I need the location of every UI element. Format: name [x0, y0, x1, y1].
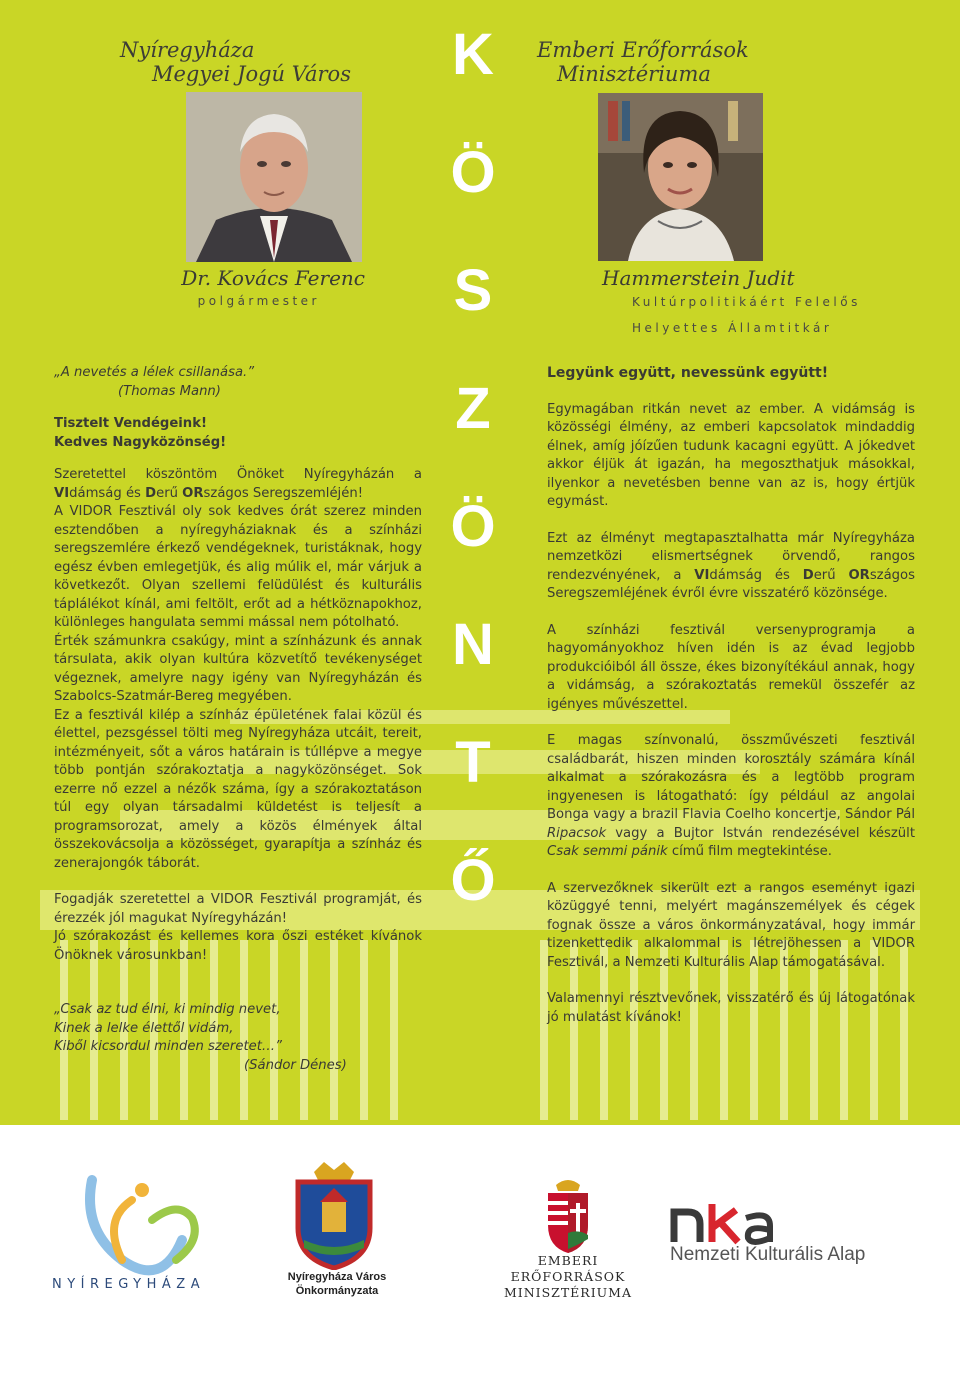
city-line-1: Nyíregyháza	[120, 38, 255, 62]
poem-line-3: Kiből kicsordul minden szeretet…”	[54, 1039, 282, 1054]
film-title-ripacsok: Ripacsok	[547, 825, 607, 841]
opening-quote-author: (Thomas Mann)	[118, 383, 221, 399]
ministry-logo-line-2: MINISZTÉRIUMA	[503, 1285, 633, 1300]
title-letter: Z	[455, 376, 491, 441]
title-letter: Ő	[450, 848, 496, 913]
mayor-paragraph-3: Érték számunkra csakúgy, mint a színházunk és annak társulata, akik olyan kultúra közvetítő tevékenységet végeznek, amelyre nagy igény van Nyíregyházán és Szabolcs-Szatmár-Bereg megyében.	[54, 633, 422, 704]
nka-logo	[670, 1200, 780, 1246]
letter-heading: Legyünk együtt, nevessünk együtt!	[547, 365, 829, 381]
state-secretary-role-line-2: Helyettes Államtitkár	[632, 321, 833, 335]
vidor-letter-or: OR	[182, 485, 204, 501]
text-run: dámság és	[69, 485, 146, 501]
vidor-letter-d: D	[802, 567, 814, 583]
city-council-text	[282, 1270, 392, 1298]
secretary-paragraph-2	[547, 530, 915, 604]
opening-quote-text: „A nevetés a lélek csillanása.”	[54, 365, 255, 380]
crest-line-2: Önkormányzata	[295, 1285, 379, 1297]
ministry-line-2: Minisztériuma	[557, 62, 711, 86]
text-run: Szeretettel köszöntöm Önöket Nyíregyházán a	[54, 467, 422, 482]
poem-line-2: Kinek a lelke élettől vidám,	[54, 1020, 234, 1036]
koszonto-vertical-title	[436, 20, 510, 964]
text-run: dámság és	[709, 567, 803, 583]
city-heading	[120, 38, 380, 86]
state-secretary-name: Hammerstein Judit	[602, 266, 795, 290]
ministry-line-1: Emberi Erőforrások	[537, 38, 749, 62]
poem-line-1: „Csak az tud élni, ki mindig nevet,	[54, 1002, 281, 1017]
film-title-csak-semmi-panik: Csak semmi pánik	[547, 844, 668, 859]
vidor-letter-or: OR	[848, 567, 870, 583]
vidor-letter-vi: VI	[694, 567, 710, 583]
mayor-name: Dr. Kovács Ferenc	[181, 266, 365, 290]
state-secretary-portrait	[598, 93, 763, 261]
mayor-letter	[54, 364, 422, 1075]
opening-quote	[54, 364, 422, 401]
mayor-paragraph-2: A VIDOR Fesztivál oly sok kedves órát szerez minden esztendőben a nyíregyháziaknak és a színházi seregszemlére érkező vendégeknek, turistáknak, hogy egész évben emlegetjük, és alig múlik el, már várjuk a következőt. Olyan szellemi felüdülést és kulturális táplálékot kínál, ami feltölt, erőt ad a hétköznapokhoz, különleges hangulata semmi mással nem pótolható.	[54, 504, 422, 630]
crest-line-1: Nyíregyháza Város	[287, 1271, 387, 1283]
greeting-line-1: Tisztelt Vendégeink!	[54, 416, 207, 431]
text-run: Ezt az élményt megtapasztalhatta már Nyíregyháza nemzetközi elismertségnek örvendő, rangos rendezvényének, a	[547, 530, 915, 583]
state-secretary-role-line-1: Kultúrpolitikáért Felelős	[632, 295, 861, 309]
mayor-portrait	[186, 92, 362, 262]
text-run: E magas színvonalú, összművészeti fesztivál családbarát, hiszen minden korosztály számára kínál alkalmat a szórakozásra és a legtöbb program ingyenesen is látogatható: így például az angolai Bonga vagy a brazil Flavia Coelho koncertje, Sándor Pál	[547, 733, 915, 822]
city-line-2: Megyei Jogú Város	[152, 62, 351, 86]
text-run: című film megtekintése.	[667, 844, 832, 859]
text-run: szágos Seregszemléjének évről évre visszatérő közönsége.	[547, 567, 915, 601]
nka-logo-text: Nemzeti Kulturális Alap	[670, 1244, 866, 1265]
secretary-paragraph-6: Valamennyi résztvevőnek, visszatérő és új látogatónak jó mulatást kívánok!	[547, 991, 915, 1025]
nka-mark-text: nka	[670, 1200, 672, 1201]
title-letter: K	[452, 22, 494, 87]
mayor-role: polgármester	[197, 294, 320, 308]
title-letter: S	[453, 258, 493, 323]
text-run: vagy a Bujtor István rendezésével készült	[606, 825, 915, 841]
ministry-heading	[537, 38, 857, 86]
title-letter: Ö	[450, 140, 496, 205]
greeting-line-2: Kedves Nagyközönség!	[54, 434, 227, 450]
secretary-paragraph-3: A színházi fesztivál versenyprogramja a hagyományokhoz híven idén is az évad legjobb produkcióiból áll össze, ékes bizonyítékául annak, hogy a vidámság, a szórakoztatás remekül összefér az igényes művészettel.	[547, 622, 915, 712]
mayor-paragraph-4: Ez a fesztivál kilép a színház épületének falai közül és élettel, pezsgéssel tölti meg Nyíregyháza utcáit, tereit, intézményeit, sőt a város határain is túllépve a megye több pontján szórakoztatja a nagyközönséget. Sok ezerre nő ezzel a nézők száma, így a szórakoztatáson túl egy olyan társadalmi küldetést is teljesít a programsorozat, amely a közös élmények által összekovácsolja a közösséget, gyarapítja a színház és zenerajongók táborát.	[54, 707, 422, 871]
secretary-paragraph-5: A szervezőknek sikerült ezt a rangos eseményt igazi közüggyé tenni, melyért magánszemélyek és cégek fognak össze a város önkormányzatával, hogy immár tizenkettedik alkalommal is létrejöhessen a VIDOR Fesztivál, a Nemzeti Kulturális Alap támogatásával.	[547, 880, 915, 970]
vidor-letter-d: D	[145, 485, 157, 501]
mayor-paragraph-1	[54, 466, 422, 503]
title-letter: N	[452, 612, 494, 677]
mayor-paragraph-6: Jó szórakozást és kellemes kora őszi estéket kívánok Önöknek városunkban!	[54, 929, 422, 963]
text-run: szágos Seregszemléjén!	[203, 485, 363, 501]
secretary-paragraph-4	[547, 732, 915, 862]
poem-author: (Sándor Dénes)	[244, 1057, 347, 1073]
text-run: erű	[813, 567, 849, 583]
title-letter: Ö	[450, 494, 496, 559]
ministry-logo-text	[478, 1253, 658, 1301]
vidor-letter-vi: VI	[54, 485, 70, 501]
nyiregyhaza-logo-text: NYÍREGYHÁZA	[52, 1277, 206, 1292]
mayor-paragraph-5: Fogadják szeretettel a VIDOR Fesztivál programját, és érezzék jól magukat Nyíregyházán!	[54, 892, 422, 926]
secretary-paragraph-1: Egymagában ritkán nevet az ember. A vidámság is közösségi élmény, az emberi kapcsolatok mindaddig élnek, amíg jóízűen tudunk kacagni együtt. A jókedvet akkor éljük át igazán, ha megoszthatjuk másokkal, ilyenkor a nevetésben benne van az is, hogy értjük egymást.	[547, 401, 915, 509]
hungarian-coat-of-arms	[540, 1175, 596, 1255]
city-coat-of-arms	[284, 1158, 384, 1270]
text-run: erű	[156, 485, 183, 501]
ministry-logo-line-1: EMBERI ERŐFORRÁSOK	[510, 1253, 626, 1284]
closing-poem	[54, 1001, 422, 1075]
title-letter: T	[455, 730, 491, 795]
greeting	[54, 415, 422, 452]
state-secretary-letter	[547, 364, 915, 1045]
